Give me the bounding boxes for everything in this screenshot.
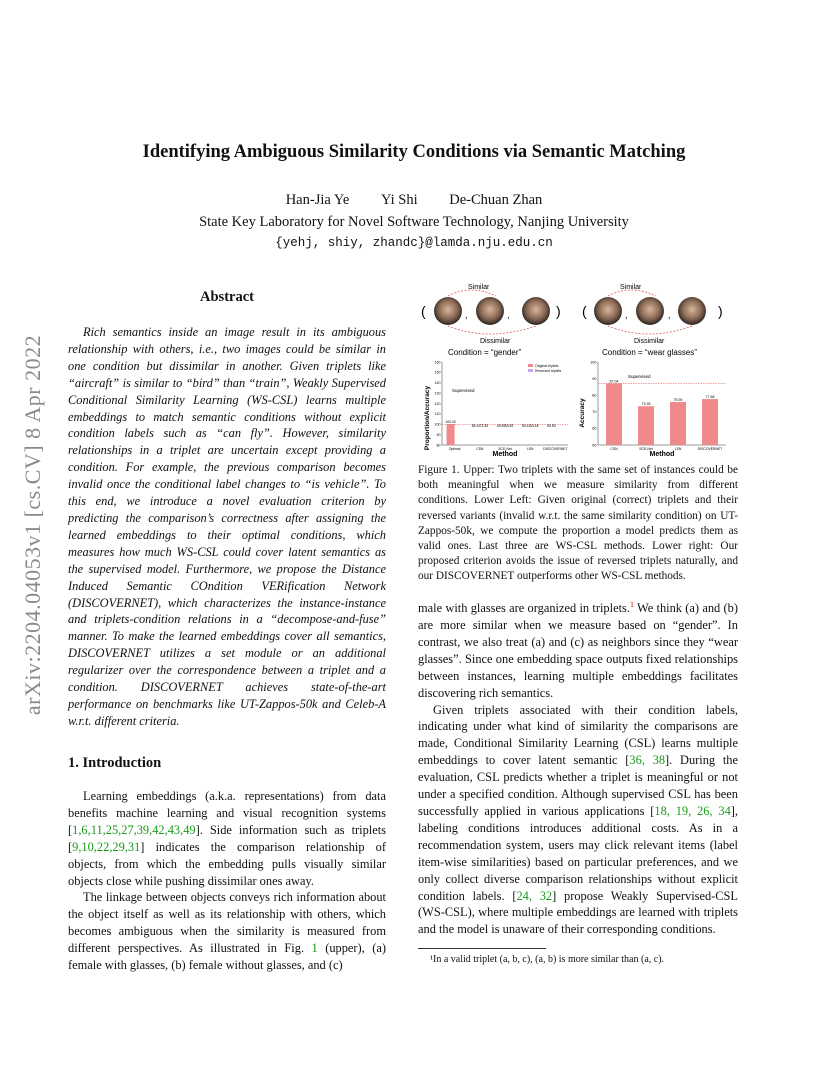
svg-text:,: , — [507, 310, 510, 320]
left-bar-value-label: 49.00 — [496, 424, 506, 428]
citation-link[interactable]: 18, 19, 26, 34 — [654, 804, 731, 818]
left-x-tick-label: CSN — [476, 447, 484, 451]
left-bar-value-label: 100.00 — [445, 420, 456, 425]
citation-link[interactable]: 1,6,11,25,27,39,42,43,49 — [72, 822, 196, 837]
arxiv-id: arXiv:2204.04053v1 [cs.CV] 8 Apr 2022 — [20, 334, 45, 716]
left-x-tick-label: DISCOVERNET — [543, 447, 568, 451]
chart-left — [424, 360, 568, 458]
dissimilar-arc-left — [448, 326, 536, 334]
paper-title: Identifying Ambiguous Similarity Conditions via Semantic Matching — [142, 142, 686, 162]
left-y-tick-label: 90 — [436, 432, 441, 437]
email: {yehj, shiy, zhandc}@lamda.nju.edu.cn — [275, 236, 553, 250]
left-bar — [447, 424, 455, 445]
figure-1 — [418, 280, 740, 460]
left-y-axis-label: Proportion/Accuracy — [424, 385, 431, 451]
left-y-tick-label: 130 — [434, 391, 441, 396]
right-bar — [606, 384, 622, 445]
author-list — [0, 192, 828, 209]
author-3: De-Chuan Zhan — [449, 192, 543, 208]
condition-wear-glasses: Condition = “wear glasses” — [602, 348, 697, 357]
intro-paragraph-1: Learning embeddings (a.k.a. representations) from data benefits machine learning and visual recognition systems [1,6,11,25,27,39,42,43,49]. Side information such as triplets [9,10,22,29,31] indicates the comparison relationship of objects, from which the embedding pulls visually similar objects close while pushing dissimilar ones away. — [68, 789, 386, 888]
legend-original: Original triplets — [535, 364, 559, 368]
left-y-tick-label: 160 — [434, 360, 441, 365]
right-x-axis-label: Method — [649, 451, 675, 458]
paren-close-left: ) — [556, 303, 561, 319]
face-image-b-left — [476, 297, 504, 325]
right-y-tick-label: 80 — [592, 393, 597, 398]
left-x-tick-label: LSN — [526, 447, 534, 451]
svg-text:,: , — [465, 310, 468, 320]
left-x-tick-label: Optimal — [448, 447, 461, 451]
face-image-c-left — [522, 297, 550, 325]
right-bar — [670, 402, 686, 445]
figure-1-caption: Figure 1. Upper: Two triplets with the same set of instances could be both meaningful when we measure similarity from different conditions. Lower Left: Given original (correct) triplets and their reversed variants (invalid w.r.t. the same similarity condition) on UT-Zappos-50k, we compute the proportion a model predicts them as valid ones. Last three are WS-CSL methods. Lower right: Our proposed criterion avoids the issue of reversed triplets naturally, and our DISCOVERNET outperforms other WS-CSL methods. — [418, 464, 738, 583]
dissimilar-arc-right — [608, 326, 692, 334]
citation-link[interactable]: 24, 32 — [516, 888, 553, 903]
face-image-b-right — [636, 297, 664, 325]
right-x-tick-label: SCE-Net — [639, 447, 653, 451]
footnote-1: ¹In a valid triplet (a, b, c), (a, b) is more similar than (a, c). — [430, 954, 665, 965]
right-y-tick-label: 100 — [590, 360, 597, 365]
paren-open-left: ( — [421, 303, 426, 319]
left-y-tick-label: 100 — [434, 422, 441, 427]
right-paragraph-1: Given triplets associated with their condition labels, indicating under what kind of similarity the comparisons are made, Conditional Similarity Learning (CSL) learns multiple embeddings to cover latent semantic [36, 38]. During the evaluation, CSL predicts whether a triplet is meaningful or not under a specified condition. Although supervised CSL has been successfully applied in various applications [18, 19, 26, 34], labeling conditions introduces additional costs. As in a recommendation system, users may click relevant items (label item-wise similarities) based on particular preferences, and we only collect diverse comparison relationships without explicit condition labels. [24, 32] propose Weakly Supervised-CSL (WS-CSL), where multiple embeddings are learned with triplets and the model is unaware of their corresponding conditions. — [418, 702, 739, 937]
chart-right — [579, 360, 726, 458]
left-y-tick-label: 80 — [436, 443, 441, 448]
dissimilar-label-left: Dissimilar — [480, 338, 511, 345]
affiliation: State Key Laboratory for Novel Software Technology, Nanjing University — [199, 214, 629, 230]
left-x-axis-label: Method — [492, 451, 518, 458]
section-heading-introduction: 1. Introduction — [68, 755, 162, 771]
left-y-tick-label: 120 — [434, 401, 441, 406]
left-y-tick-label: 140 — [434, 381, 441, 386]
footnote-rule — [418, 948, 546, 949]
abstract-body — [68, 324, 386, 730]
right-bar-value-label: 77.68 — [705, 394, 715, 399]
right-y-tick-label: 50 — [592, 443, 597, 448]
right-y-axis-label: Accuracy — [579, 398, 586, 428]
face-image-c-right — [678, 297, 706, 325]
right-column-body — [418, 597, 738, 938]
footnote-marker[interactable]: 1 — [629, 600, 634, 609]
right-bar-value-label: 73.35 — [641, 402, 651, 407]
right-x-tick-label: DISCOVERNET — [697, 447, 723, 451]
abstract-heading: Abstract — [200, 289, 254, 305]
right-bar — [638, 406, 654, 445]
left-y-tick-label: 110 — [434, 412, 441, 417]
right-y-tick-label: 60 — [592, 426, 597, 431]
paren-open-right: ( — [582, 303, 587, 319]
left-bar-value-label: 73.35 — [479, 424, 489, 428]
arxiv-sidebar — [20, 290, 46, 760]
face-image-a-right — [594, 297, 622, 325]
left-bar-value-label: 53.59 — [504, 424, 514, 428]
abstract-text: Rich semantics inside an image result in its ambiguous relationship with others, i.e., two images could be similar in one condition but dissimilar in another. Given triplets like “aircraft” is similar to “bird” than “train”, Weakly Supervised Conditional Similarity Learning (WS-CSL) learns multiple embeddings to match semantic conditions without explicit condition labels such as “can fly”. However, similarity relationships in a triplet are uncertain except providing a condition. For example, the previous comparison becomes invalid once the conditional label changes to “is vehicle”. To this end, we introduce a novel evaluation criterion by predicting the comparison’s correctness after assigning the learned embeddings to their optimal conditions, which measures how much WS-CSL could cover latent semantics as the supervised model. Furthermore, we propose the Distance Induced Semantic COndition VERification Network (DISCOVERNET), which characterizes the instance-instance and triplets-condition relations in a “decompose-and-fuse” manner. To make the learned embeddings cover all semantics, DISCOVERNET utilizes a set module or an additional regularizer over the correspondence between a triplet and a condition. DISCOVERNET achieves state-of-the-art performance on benchmarks like UT-Zappos-50k and Celeb-A w.r.t. different criteria. — [68, 325, 386, 728]
left-x-tick-label: SCE-Net — [498, 447, 512, 451]
figure-link[interactable]: 1 — [311, 941, 318, 956]
right-y-tick-label: 90 — [592, 376, 597, 381]
left-bar-value-label: 50.50 — [547, 424, 556, 428]
citation-link[interactable]: 36, 38 — [629, 753, 666, 768]
author-1: Han-Jia Ye — [285, 192, 350, 208]
left-bar-value-label: 53.48 — [529, 424, 539, 428]
right-x-tick-label: CSN — [610, 447, 618, 451]
dissimilar-label-right: Dissimilar — [634, 338, 665, 345]
legend-swatch-reversed — [528, 369, 533, 372]
paren-close-right: ) — [718, 303, 723, 319]
legend-reversed: Reversed triplets — [535, 369, 562, 373]
similar-label-left: Similar — [468, 284, 490, 291]
condition-gender: Condition = “gender” — [448, 348, 522, 357]
author-2: Yi Shi — [380, 192, 418, 208]
right-x-tick-label: LSN — [674, 447, 682, 451]
face-image-a-left — [434, 297, 462, 325]
left-bar-value-label: 50.41 — [521, 424, 531, 428]
introduction-body — [68, 788, 386, 974]
svg-text:,: , — [625, 310, 628, 320]
right-bar-value-label: 75.90 — [673, 397, 683, 402]
legend-swatch-original — [528, 364, 533, 367]
right-bar — [702, 399, 718, 445]
svg-text:,: , — [668, 310, 671, 320]
supervised-annotation-right: Supervised — [628, 374, 651, 379]
left-y-tick-label: 150 — [434, 370, 441, 375]
right-bar-value-label: 87.04 — [609, 379, 619, 384]
citation-link[interactable]: 9,10,22,29,31 — [72, 839, 141, 854]
intro-paragraph-2: The linkage between objects conveys rich information about the object itself as well as its relationship with others, which becomes ambiguous when the similarity is measured from different perspectives. As illustrated in Fig. 1 (upper), (a) female with glasses, (b) female without glasses, and (c) — [68, 890, 386, 973]
right-paragraph-0: male with glasses are organized in triplets.$^1$ We think (a) and (b) are more similar when we measure based on “gender”. In contrast, we also treat (a) and (c) as neighbors since they “wear glasses”. Since one embedding space outputs fixed relationships between instances, learning multiple embeddings facilitates discovering rich semantics. — [418, 600, 738, 700]
right-y-tick-label: 70 — [592, 410, 597, 415]
similar-label-right: Similar — [620, 284, 642, 291]
supervised-annotation-left: Supervised — [452, 388, 475, 393]
left-bar-value-label: 38.41 — [471, 424, 481, 428]
